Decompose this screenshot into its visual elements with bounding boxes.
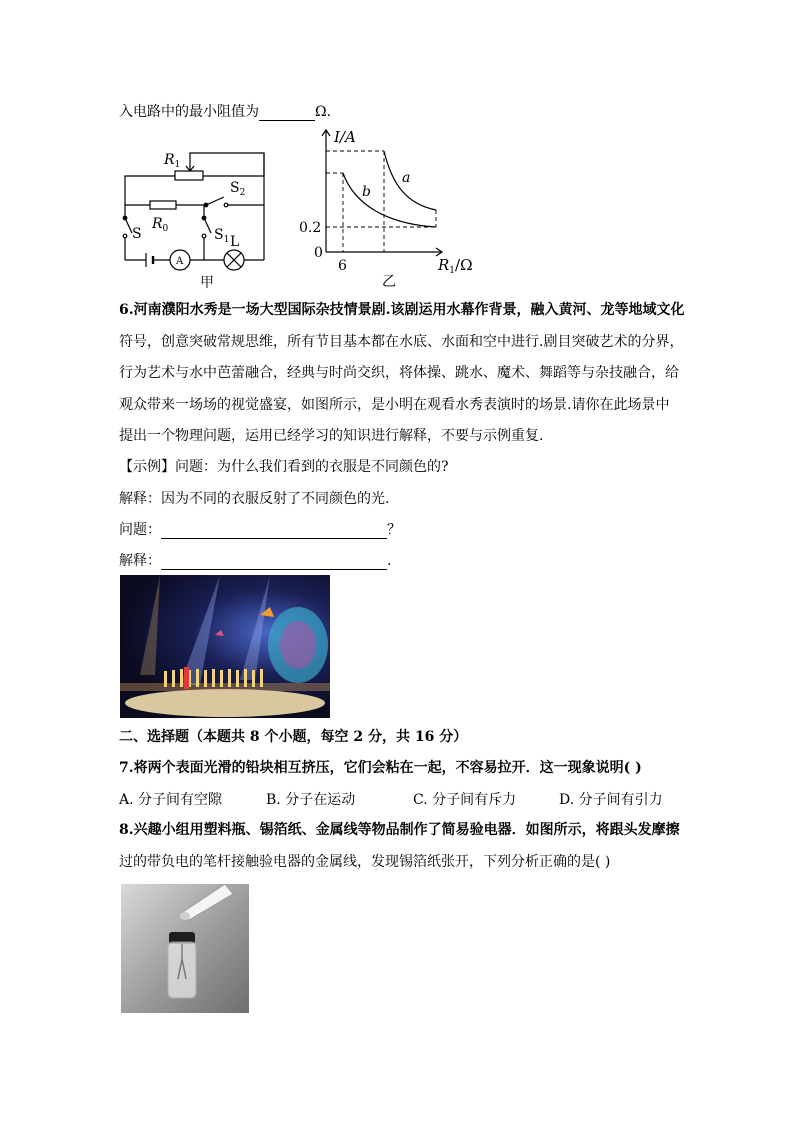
circuit-caption: 甲	[200, 275, 214, 290]
x-tick-label: 6	[338, 258, 347, 274]
ammeter-label: A	[176, 256, 184, 267]
y-axis-label: I/A	[334, 128, 356, 146]
q7-choice-c[interactable]: C. 分子间有斥力	[413, 792, 517, 808]
origin-label: 0	[314, 245, 323, 261]
q6-answer-row	[119, 552, 391, 570]
q6-line-5: 提出一个物理问题，运用已经学习的知识进行解释，不要与示例重复.	[119, 428, 544, 444]
q6-line-1: 6.河南濮阳水秀是一场大型国际杂技情景剧.该剧运用水幕作背景，融入黄河、龙等地域文化	[119, 302, 685, 318]
q6-example-question: 【示例】问题：为什么我们看到的衣服是不同颜色的?	[119, 459, 449, 475]
q5-unit: Ω.	[315, 104, 332, 120]
s-label: S	[132, 226, 142, 242]
q5-tail-text: 入电路中的最小阻值为	[119, 104, 259, 120]
answer-blank	[161, 569, 387, 570]
current-resistance-graph	[296, 124, 482, 290]
s2-label: $S_2$	[230, 180, 246, 198]
curve-b-label: b	[362, 184, 371, 200]
r1-label: $R_1$	[164, 152, 181, 170]
q5-answer-blank	[259, 120, 315, 121]
q6-example-answer: 解释：因为不同的衣服反射了不同颜色的光.	[119, 491, 390, 507]
y-tick-label: 0.2	[299, 220, 322, 236]
r0-label: $R_0$	[152, 216, 169, 234]
circuit-diagram	[118, 140, 270, 290]
electroscope-photo	[121, 884, 249, 1013]
section-2-title: 二、选择题（本题共 8 个小题，每空 2 分，共 16 分）	[119, 729, 468, 745]
q6-line-2: 符号，创意突破常规思维，所有节目基本都在水底、水面和空中进行.剧目突破艺术的分界，	[119, 334, 684, 350]
q7-choice-a[interactable]: A. 分子间有空隙	[119, 792, 223, 808]
q7-choice-d[interactable]: D. 分子间有引力	[559, 792, 663, 808]
water-show-photo	[120, 575, 330, 718]
s1-label: $S_1$	[214, 227, 230, 245]
x-axis-label: $R_1/\Omega$	[438, 256, 473, 276]
curve-a-label: a	[402, 170, 411, 186]
answer-label: 解释：	[119, 553, 161, 569]
q7-stem: 7.将两个表面光滑的铅块相互挤压，它们会粘在一起，不容易拉开．这一现象说明( )	[119, 760, 642, 776]
q6-line-3: 行为艺术与水中芭蕾融合，经典与时尚交织，将体操、跳水、魔术、舞蹈等与杂技融合，给	[119, 365, 679, 381]
answer-end: .	[387, 553, 392, 569]
q5-tail-line	[119, 103, 331, 121]
question-label: 问题：	[119, 522, 161, 538]
q7-choice-b[interactable]: B. 分子在运动	[266, 792, 356, 808]
q8-line-1: 8.兴趣小组用塑料瓶、锡箔纸、金属线等物品制作了简易验电器．如图所示，将跟头发摩擦	[119, 822, 680, 838]
q8-line-2: 过的带负电的笔杆接触验电器的金属线，发现锡箔纸张开，下列分析正确的是( )	[119, 854, 611, 870]
graph-caption: 乙	[382, 274, 396, 290]
q6-line-4: 观众带来一场场的视觉盛宴，如图所示，是小明在观看水秀表演时的场景.请你在此场景中	[119, 397, 670, 413]
question-blank	[161, 538, 387, 539]
lamp-label: L	[230, 234, 240, 250]
question-end: ？	[387, 522, 401, 538]
q6-question-row	[119, 521, 401, 539]
